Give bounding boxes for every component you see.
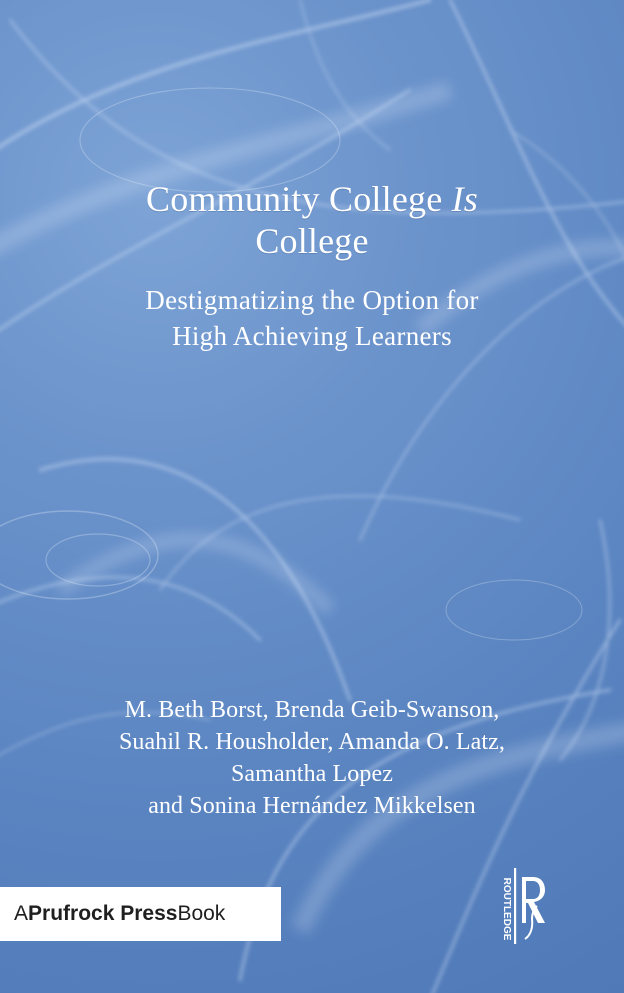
title-block bbox=[0, 178, 624, 354]
author-line: and Sonina Hernández Mikkelsen bbox=[148, 793, 476, 819]
title-part-1: Community College bbox=[146, 179, 452, 219]
book-subtitle bbox=[0, 282, 624, 354]
publisher-prefix: A bbox=[14, 902, 29, 925]
logo-text: ROUTLEDGE bbox=[501, 877, 512, 941]
publisher-name: Prufrock Press bbox=[28, 902, 178, 925]
author-line: M. Beth Borst, Brenda Geib-Swanson, bbox=[124, 697, 500, 723]
subtitle-line-1: Destigmatizing the Option for bbox=[145, 285, 479, 315]
title-emphasis: Is bbox=[451, 179, 478, 219]
title-part-2: College bbox=[255, 221, 369, 261]
routledge-logo bbox=[489, 866, 549, 948]
author-line: Samantha Lopez bbox=[230, 761, 393, 787]
publisher-banner bbox=[0, 887, 281, 941]
subtitle-line-2: High Achieving Learners bbox=[172, 321, 452, 351]
author-line: Suahil R. Housholder, Amanda O. Latz, bbox=[118, 729, 505, 755]
author-list bbox=[0, 694, 624, 822]
publisher-suffix: Book bbox=[177, 902, 226, 925]
book-title bbox=[0, 178, 624, 262]
